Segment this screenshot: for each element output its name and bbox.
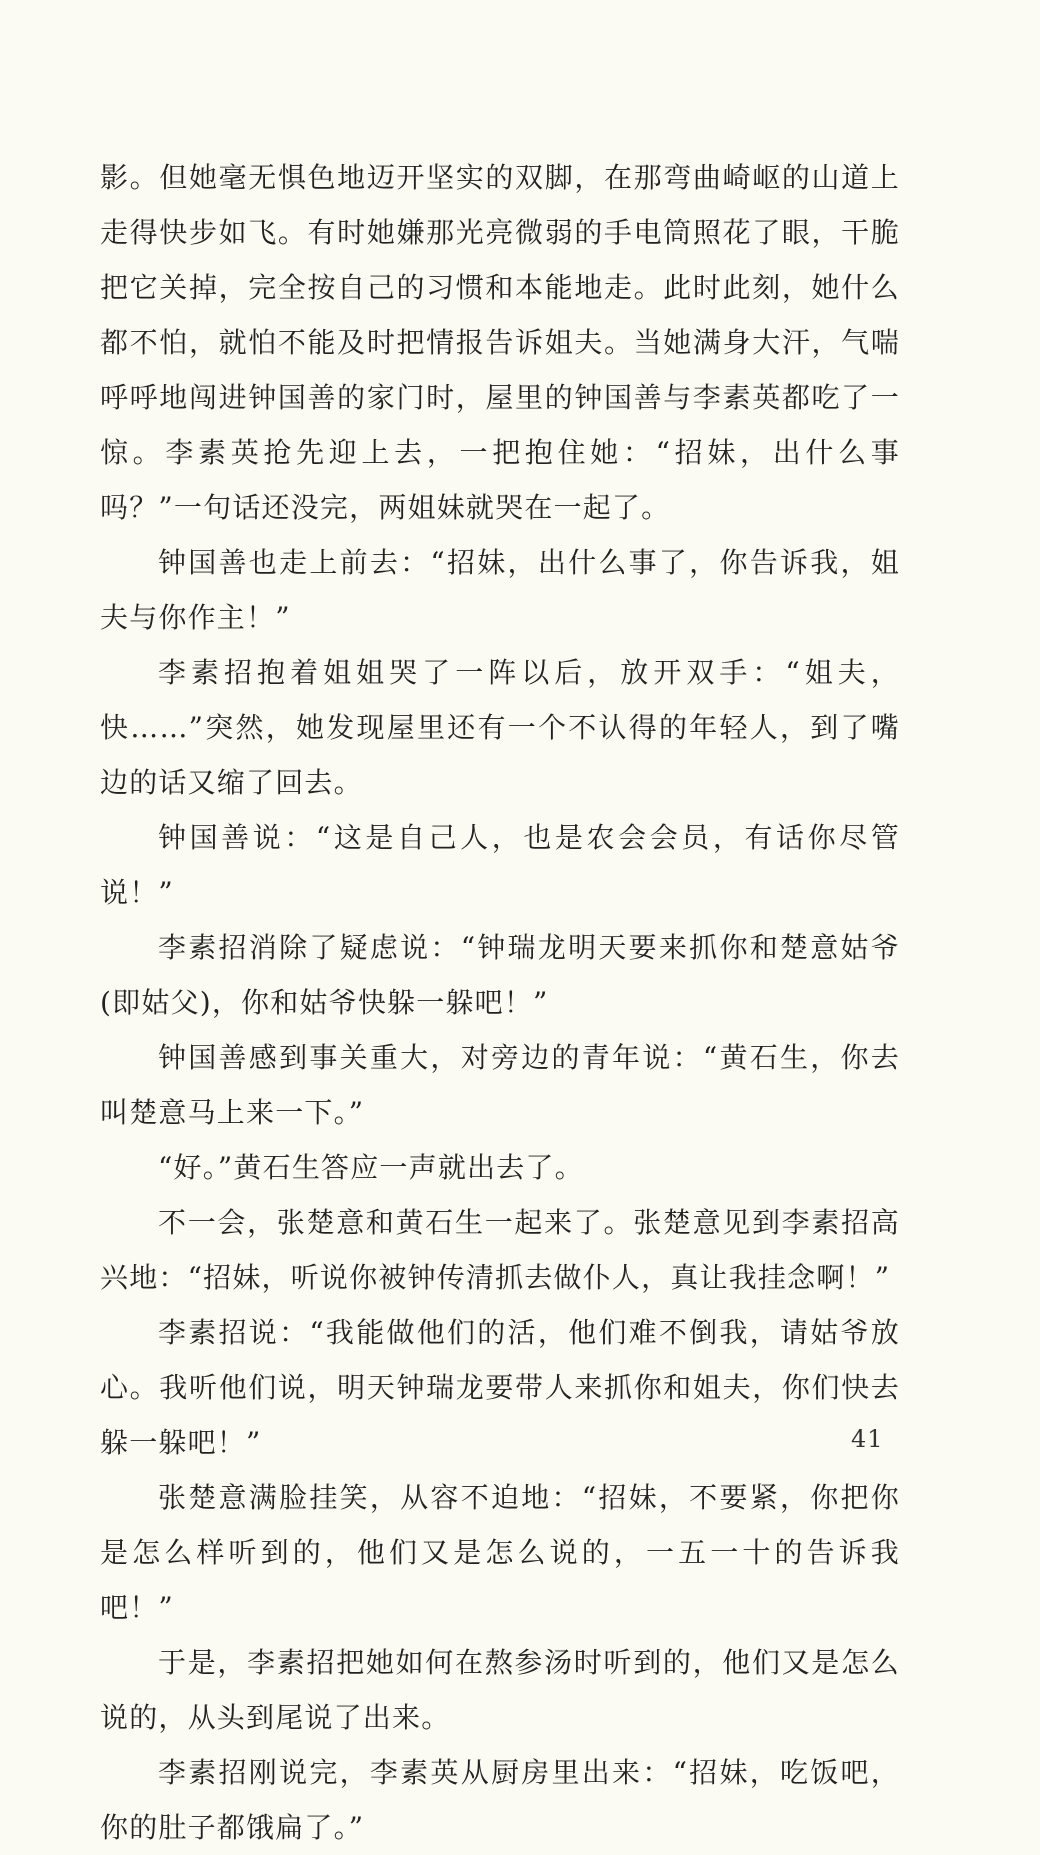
body-text: [100, 150, 900, 1855]
paragraph: 钟国善也走上前去：“招妹，出什么事了，你告诉我，姐夫与你作主！”: [100, 546, 900, 634]
paragraph: 李素招消除了疑虑说：“钟瑞龙明天要来抓你和楚意姑爷(即姑父)，你和姑爷快躲一躲吧！”: [100, 931, 900, 1019]
paragraph: 李素招说：“我能做他们的活，他们难不倒我，请姑爷放心。我听他们说，明天钟瑞龙要带人来抓你和姐夫，你们快去躲一躲吧！”: [100, 1316, 900, 1459]
paragraph: 张楚意满脸挂笑，从容不迫地：“招妹，不要紧，你把你是怎么样听到的，他们又是怎么说的，一五一十的告诉我吧！”: [100, 1481, 900, 1624]
paragraph: 李素招抱着姐姐哭了一阵以后，放开双手：“姐夫，快……”突然，她发现屋里还有一个不认得的年轻人，到了嘴边的话又缩了回去。: [100, 656, 900, 799]
paragraph: 钟国善感到事关重大，对旁边的青年说：“黄石生，你去叫楚意马上来一下。”: [100, 1041, 900, 1129]
paragraph: 于是，李素招把她如何在熬参汤时听到的，他们又是怎么说的，从头到尾说了出来。: [100, 1646, 900, 1734]
paragraph: 不一会，张楚意和黄石生一起来了。张楚意见到李素招高兴地：“招妹，听说你被钟传清抓去做仆人，真让我挂念啊！”: [100, 1206, 900, 1294]
paragraph: 影。但她毫无惧色地迈开坚实的双脚，在那弯曲崎岖的山道上走得快步如飞。有时她嫌那光亮微弱的手电筒照花了眼，干脆把它关掉，完全按自己的习惯和本能地走。此时此刻，她什么都不怕，就怕不能及时把情报告诉姐夫。当她满身大汗，气喘呼呼地闯进钟国善的家门时，屋里的钟国善与李素英都吃了一惊。李素英抢先迎上去，一把抱住她：“招妹，出什么事吗？”一句话还没完，两姐妹就哭在一起了。: [100, 161, 900, 524]
paragraph: “好。”黄石生答应一声就出去了。: [158, 1151, 584, 1184]
page-number: 41: [851, 1425, 884, 1453]
paragraph: 钟国善说：“这是自己人，也是农会会员，有话你尽管说！”: [100, 821, 900, 909]
paragraph: 李素招刚说完，李素英从厨房里出来：“招妹，吃饭吧，你的肚子都饿扁了。”: [100, 1756, 900, 1844]
